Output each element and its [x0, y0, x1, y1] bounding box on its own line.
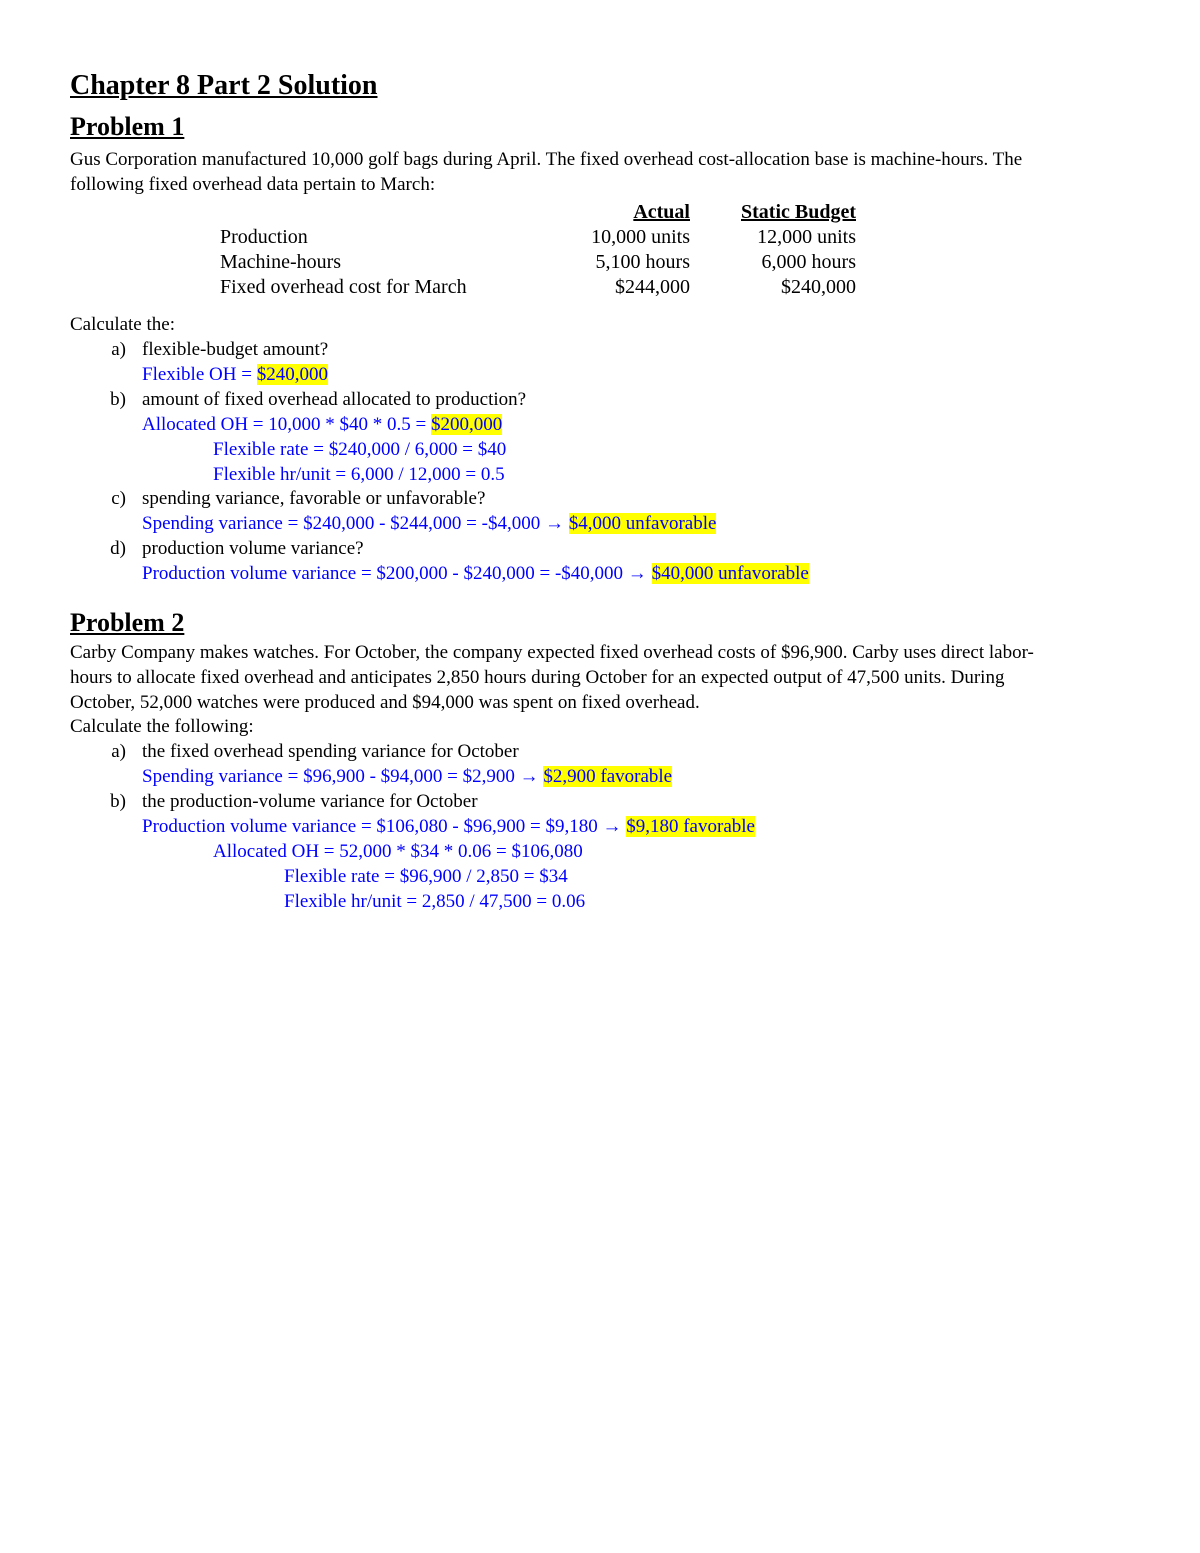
question-text: the fixed overhead spending variance for October — [142, 741, 519, 762]
row-label: Fixed overhead cost for March — [220, 276, 467, 298]
answer-text: Flexible OH = — [142, 364, 257, 385]
actual-value: 10,000 units — [591, 226, 690, 248]
item-marker: d) — [110, 538, 126, 559]
question-text: the production-volume variance for October — [142, 791, 478, 812]
answer-highlight: $9,180 favorable — [626, 816, 755, 837]
question-text: production volume variance? — [142, 538, 364, 559]
problem-1-heading: Problem 1 — [70, 112, 185, 141]
answer-line: Flexible rate = $240,000 / 6,000 = $40 — [213, 439, 507, 460]
answer-highlight: $240,000 — [256, 364, 328, 385]
question-text: flexible-budget amount? — [142, 339, 329, 360]
row-label: Machine-hours — [220, 251, 342, 273]
problem-2-heading: Problem 2 — [70, 608, 185, 637]
static-budget-value: $240,000 — [781, 276, 856, 298]
answer-highlight: $40,000 unfavorable — [651, 563, 809, 584]
answer-line: Flexible hr/unit = 2,850 / 47,500 = 0.06 — [284, 891, 586, 912]
problem-2-calculate-label: Calculate the following: — [70, 716, 254, 737]
actual-value: 5,100 hours — [595, 251, 690, 273]
answer-highlight: $2,900 favorable — [543, 766, 673, 787]
answer-line — [142, 511, 716, 536]
problem-1-intro: Gus Corporation manufactured 10,000 golf bags during April. The fixed overhead cost-allocation base is machine-hours. The following fixed overhead data pertain to March: — [70, 149, 1023, 195]
answer-highlight: $200,000 — [430, 414, 503, 435]
question-text: spending variance, favorable or unfavorable? — [142, 488, 486, 509]
item-marker: b) — [110, 389, 126, 410]
answer-line — [142, 561, 809, 586]
column-header-actual: Actual — [633, 201, 690, 223]
answer-line — [142, 764, 672, 789]
item-marker: b) — [110, 791, 126, 812]
answer-line — [142, 362, 328, 387]
document-title: Chapter 8 Part 2 Solution — [70, 70, 378, 101]
answer-text: Spending variance = $240,000 - $244,000 = -$4,000 → — [142, 513, 569, 534]
static-budget-value: 6,000 hours — [761, 251, 856, 273]
answer-line: Flexible hr/unit = 6,000 / 12,000 = 0.5 — [213, 464, 505, 485]
static-budget-value: 12,000 units — [757, 226, 856, 248]
answer-text: Production volume variance = $106,080 - $96,900 = $9,180 → — [142, 816, 627, 837]
item-marker: a) — [111, 339, 126, 360]
column-header-static-budget: Static Budget — [741, 201, 856, 223]
problem-1-calculate-label: Calculate the: — [70, 314, 175, 335]
answer-text: Production volume variance = $200,000 - $240,000 = -$40,000 → — [142, 563, 652, 584]
answer-line: Flexible rate = $96,900 / 2,850 = $34 — [284, 866, 568, 887]
item-marker: a) — [111, 741, 126, 762]
answer-line: Allocated OH = 52,000 * $34 * 0.06 = $106,080 — [213, 841, 583, 862]
answer-text: Allocated OH = 10,000 * $40 * 0.5 = — [142, 414, 431, 435]
actual-value: $244,000 — [615, 276, 690, 298]
answer-text: Spending variance = $96,900 - $94,000 = $2,900 → — [142, 766, 544, 787]
answer-line — [142, 412, 502, 437]
problem-2-intro: Carby Company makes watches. For October, the company expected fixed overhead costs of $96,900. Carby uses direct labor-hours to allocate fixed overhead and anticipates 2,850 hours during October for an expected output of 47,500 units. During October, 52,000 watches were produced and $94,000 was spent on fixed overhead. — [70, 642, 1034, 713]
answer-highlight: $4,000 unfavorable — [568, 513, 717, 534]
question-text: amount of fixed overhead allocated to production? — [142, 389, 527, 410]
row-label: Production — [220, 226, 308, 248]
answer-line — [142, 814, 755, 839]
item-marker: c) — [111, 488, 126, 509]
